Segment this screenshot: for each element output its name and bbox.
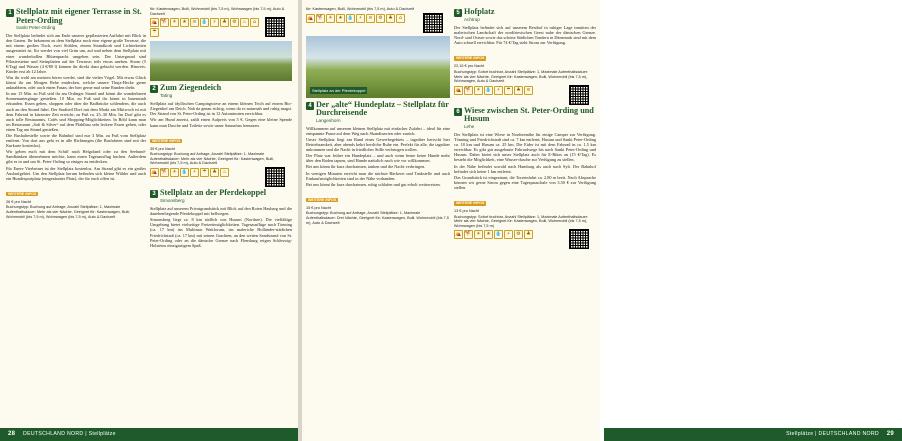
entry-1-text: In nur 15 Min. zu Fuß seid ihr am Ordinger Strand und könnt die wunderbaren Sonnenuntergänge genießen. 10 Min. zu Fuß und ihr könnt in Innenstadt erkunden. Essen gehen, shoppen oder über die Badbrücke schlendern, die auch auch an den Strand führt. Der Stadtteil Dorf mit dem Markt am Mittwoch ist mit dem Fahrrad in kürzester Zeit erreicht; zu Fuß ca. 25–30 Min. Im Dorf gibt es auch tolle Restaurants, Cafés und Shopping-Möglichkeiten. In Böhl kann man im Restaurant „Salt & Silver“ auf dem Pfahlbau sehr leckere Essen gehen, oder einen Tag am Strand genießen.: [6, 91, 146, 132]
entry-6-title: Wiese zwischen St. Peter-Ording und Husum: [464, 105, 594, 124]
entry-4-more-info-badge[interactable]: WEITERE INFOS: [308, 197, 337, 202]
dog-icon: 🐕: [161, 169, 168, 176]
entry-3-heading: [150, 189, 292, 198]
power-icon: ⚡: [494, 86, 503, 95]
entry-5-title: Hofplatz: [464, 7, 495, 16]
entry-3-amenity-icons: [306, 14, 420, 23]
entry-2-booking-facts: Buchungstyp: Buchung auf Anfrage, Anzahl Stellplätze: 1, Maximale Aufenthaltsdauer: Mehr als vier Nächte, Geeignet für: Kastenwagen, Bulli, Wohnmobil (bis 7,5 m), Auto & Dachzelt: [150, 152, 275, 166]
entry-4-text: Willkommen auf unserem kleinen Stellplatz mit einfacher Zufahrt – ideal für eine entspannte Pause auf dem Weg nach Skandinavien oder zurück.: [306, 125, 450, 136]
tree-icon: ♣: [514, 86, 523, 95]
entry-1-text: Der Stellplatz befindet sich am Ende unserer gepflasterten Auffahrt mit Blick in den Garten. Ihr bekommt zu dem Stellplatz noch eine eigene große Terrasse, die mit einem großen Tisch, zwei Stühlen, einem Strandkorb und Lichterketten ausgestattet ist. Ihr werdet von viel Grün um, auf und neben dem Stellplatz mit einer wunderbollen Blütenpracht umgeben sein. Der Untergrund sind Pflastersteine und Steinplatten auf der Terrasse; teils etwas uneben. Strom (5 €/Tag) und Wasser (4 €/80 l) können ihr direkt dazu gebucht werden. Hinweis: Kinder erst ab 12 Jahre.: [6, 33, 146, 74]
entry-1-booking-facts: Buchungstyp: Buchung auf Anfrage, Anzahl Stellplätze: 1, Maximale Aufenthaltsdauer: Mehr als vier Nächte, Geeignet für: Kastenwagen, Bulli, Wohnmobil (bis 7,5 m), Wohnwagen (bis 7,5 m), Auto & Dachzelt: [6, 205, 131, 219]
entry-5-subtitle: Achtrup: [464, 17, 480, 22]
water-icon: 💧: [347, 14, 354, 21]
entry-2-price: 35 € pro Nacht: [150, 146, 175, 151]
entry-1-text: Wir geben euch mit dem Schiff nach Helgoland oder zu den Seehund-Sandbänken übernehmen möchte, kann einen Tagesausflug buchen. Außerdem gibt es in und um St. Peter-Ording so einiges zu entdecken.: [6, 149, 146, 165]
entry-5-booking-facts: Buchungstyp: Sofort buchbar, Anzahl Stellplätze: 1, Maximale Aufenthaltsdauer: Mehr als vier Nächte, Geeignet für: Kastenwagen, Bulli, Wohnmobil (bis 7,5 m), Wohnwagen, Auto & Dachzelt: [454, 69, 589, 84]
sun-icon: ☀: [326, 14, 335, 23]
entry-2-photo: [150, 41, 292, 81]
entry-4-price: 15 € pro Nacht: [306, 205, 331, 210]
qr-code[interactable]: [265, 167, 285, 187]
power-icon: ⚡: [210, 18, 219, 27]
entry-4-text: In wenigen Minuten erreicht man die nächste Bäckerei und Tankstelle und auch Einkaufsmöglichkeiten sind in der Nähe vorhanden.: [306, 170, 450, 181]
shower-icon: ☂: [150, 28, 159, 37]
entry-3-text: Stellplatz auf unserem Privatgrundstück mit Blick auf den Roten Haubarg und die danebenliegende Pferdekoppel mit bellwegen.: [150, 206, 292, 217]
qr-code[interactable]: [569, 85, 589, 105]
water-icon: 💧: [485, 86, 492, 93]
page-number: 29: [886, 431, 894, 437]
shower-icon: ☂: [504, 86, 513, 95]
sun-icon: ☀: [170, 168, 179, 177]
tree-icon: ♣: [210, 168, 219, 177]
qr-code[interactable]: [265, 17, 285, 37]
sun-icon: ☀: [170, 18, 179, 27]
entry-4-text: Der Platz war früher ein Hundeplatz – und auch wenn heute keine Hunde mehr über den Boden tapsen, sind Hunde natürlich nach wie vor willkommen.: [306, 153, 450, 164]
left-column-1: [6, 6, 146, 425]
entry-2-text: Wir am Hund anreist, zahlt einen Aufpreis von 5 €. Gegen eine kleine Spende kann man Dusche und Toilette sowie unser Saunafass benutzen.: [150, 117, 292, 128]
dog-icon: 🐕: [465, 86, 472, 93]
entry-5-number: 5: [454, 9, 462, 17]
entry-3-photo: [306, 36, 450, 98]
entry-6-number: 6: [454, 108, 462, 116]
running-footer: Stellplätze | DEUTSCHLAND NORD: [786, 431, 879, 437]
entry-2-icons-block: [150, 167, 292, 187]
power-icon: ⚡: [504, 230, 513, 239]
fire-icon: ♨: [240, 18, 249, 27]
wifi-icon: ≋: [366, 14, 375, 23]
right-footer: [604, 428, 902, 441]
fire-icon: ♨: [220, 168, 229, 177]
tent-icon: ⛺: [307, 14, 314, 21]
sun-icon: ☀: [474, 86, 483, 95]
entry-5-more-info-badge[interactable]: WEITERE INFOS: [456, 56, 485, 61]
qr-code[interactable]: [569, 229, 589, 249]
entry-1-price: 26 € pro Nacht: [6, 199, 31, 204]
wifi-icon: ≋: [524, 86, 533, 95]
page-number: 28: [8, 431, 16, 437]
qr-code[interactable]: [423, 13, 443, 33]
left-column-2: [150, 6, 292, 425]
bike-icon: ⚙: [514, 230, 523, 239]
entry-1-number: 1: [6, 9, 14, 17]
entry-2-subtitle: Tating: [160, 93, 173, 99]
star-icon: ★: [484, 230, 493, 239]
entry-5-amenity-icons: [454, 86, 566, 95]
entry-4-text: Bei uns könnt ihr kurz durchatmen, tanken und die Nacht verbringen.: [306, 164, 426, 170]
shower-icon: ☂: [200, 168, 209, 177]
entry-6-text: Das Grundstück ist eingezäunt, die Torreinfahrt ca. 2,80 m breit. Nach Absprache können wir gerne Strom gegen eine Tagespauschale von 3,50 € zur Verfügung stellen.: [454, 174, 596, 190]
toilet-icon: ⌂: [250, 18, 259, 27]
entry-4-subtitle: Langenhorn: [316, 117, 341, 123]
entry-4-text: Unser Stellplatz liegt am Rand eines Gewerbegebiets – tagsüber herrscht hier Betriebsamkeit, aber abends kehrt herrliche Ruhe ein. Perfekt für alle, die tagsüber unkommen und die Nacht in friedlicher Stille verbringen wollen.: [306, 136, 450, 153]
dog-icon: 🐕: [465, 231, 472, 238]
star-icon: ★: [336, 14, 345, 23]
entry-6-amenity-icons: [454, 230, 566, 239]
entry-1-text: Was ihr wohl am meisten hören werdet, sind die vielen Vögel. Mit etwas Glück könnt ihr am Morgen Rehe entdecken, welche unsere Thuja-Hecke gerne anknabbern, oder auch einen Fasan, der hier gerne mal seine Runden dreht.: [6, 74, 146, 91]
tree-icon: ♣: [386, 14, 395, 23]
photo-caption: Stellplatz an der Pferdekoppel: [312, 87, 366, 93]
entry-6-booking-facts: Buchungstyp: Sofort buchbar, Anzahl Stellplätze: 1, Maximale Aufenthaltsdauer: Mehr als vier Nächte, Geeignet für: Kastenwagen, Bulli, Wohnmobil (bis 7,5 m), Wohnwagen (bis 7,5 m): [454, 214, 589, 228]
entry-3-text: Simonsberg liegt ca. 8 km südlich von Husum (Nordsee). Die vielfältige Umgebung bietet vielseitige Freizeitmöglichkeiten. Tagesausflüge nach Tönning (ca. 17 km) ins Multimar Wattforum, ins maleriche Holländer-städtchen Friedrichstadt (ca. 17 km) mit seinen Grachten, an den weiten Sandstrand von St. Peter-Ording oder an die dänische Grenze nach Flensburg reigen Schleswig-Holsteins einzigartigem Spaß.: [150, 217, 292, 248]
right-column-2: [454, 6, 596, 425]
entry-4-booking-facts: Buchungstyp: Buchung auf Anfrage, Anzahl Stellplätze: 1, Maximale Aufenthaltsdauer: Drei Nächte, Geeignet für: Kastenwagen, Bulli, Wohnmobil (bis 7,5 m), Auto & Dachzelt: [306, 211, 449, 225]
entry-1-amenity-icons: [150, 18, 262, 37]
entry-4-number: 4: [306, 102, 314, 110]
entry-6-text: Der Stellplatz ist eine Wiese in Nordseenähe für einige Camper zur Verfügung. Tönning und Friedrichstadt sind ca. 7 km entfernt, Husum und Sankt Peter-Ording ca. 18 km und Husum ca. 25 km. Die Eider ist mit dem Fahrrad in ca. 1,5 km erreichbar. Es gibt gut ausgebaute Fahrradwege bis nach Sankt Peter-Ording und Husum. Daher bietet sich unser Stellplatz auch für E-Bikes an (15 €/Tag). Es besteht die Möglichkeit, eine Wasser-dusche zur Verfügung zu stellen.: [454, 131, 596, 163]
entry-2-heading: [150, 84, 292, 93]
entry-5-icons-block: [454, 85, 596, 105]
entry-1-title: Stellplatz mit eigener Terrasse in St. Peter-Ording: [16, 7, 142, 25]
running-footer: DEUTSCHLAND NORD | Stellplätze: [23, 431, 116, 437]
tent-icon: ⛺: [455, 231, 462, 238]
entry-1-text: Für Euere Vierbeiner ist der Stellplatz kostenlos. Am Strand gibt es ein großes Auslaufgebiet. Um den Stellplatz herum befinden sich kleine Wälder und auch ein Hundesportplatz (eingezäunter Platz), der für euch offen ist.: [6, 165, 146, 181]
entry-3-icons-block: [306, 13, 450, 33]
left-page: [0, 0, 298, 441]
entry-5-text: Der Stellplatz befindet sich auf unserem Resthof in ruhiger Lage inmitten der malerischen Landschaft der nordfriesischen Geest nahe der dänischen Grenze. Nord- und Ostsee sowie das schöne Städtchen Tondern in Dänemark sind mit dem Auto schnell erreichbar. Für 74 €/Tag steht Strom zur Verfügung.: [454, 25, 596, 46]
entry-2-text: Stellplatz auf idyllischen Campingwiese an einem kleinen Teich auf einem Bio-Ziegenhof am Deich. Nah da genau richtig, wenn du es naturnah und ruhig magst. Der Strand von St. Peter-Ording ist in 12 Autominuten erreichbar.: [150, 101, 292, 117]
entry-3-title: Stellplatz an der Pferdekoppel: [160, 188, 267, 198]
tree-icon: ♣: [220, 18, 229, 27]
entry-6-icons-block: [454, 229, 596, 249]
entry-3-suitable-for: für: Kastenwagen, Bulli, Wohnmobil (bis 7,5 m), Auto & Dachzelt: [306, 7, 414, 11]
tent-icon: ⛺: [151, 19, 158, 26]
entry-3-subtitle: Simonsberg: [160, 198, 185, 204]
bike-icon: ⚙: [230, 18, 239, 27]
left-footer: [0, 428, 298, 441]
sun-icon: ☀: [474, 230, 483, 239]
water-icon: 💧: [495, 231, 502, 238]
water-icon: 💧: [181, 169, 188, 176]
entry-2-title: Zum Ziegendeich: [160, 83, 222, 93]
entry-2-amenity-icons: [150, 168, 262, 177]
entry-1-suitable-for: für: Kastenwagen, Bulli, Wohnmobil (bis 7,5 m), Wohnwagen (bis 7,5 m), Auto & Dachzelt: [150, 7, 285, 16]
tree-icon: ♣: [524, 230, 533, 239]
entry-6-price: 13 € pro Nacht: [454, 208, 479, 213]
toilet-icon: ⌂: [396, 14, 405, 23]
right-column-1: [306, 6, 450, 425]
power-icon: ⚡: [356, 14, 365, 23]
entry-1-text: Die Bushaltestelle sowie die Bahnhof sind nur 3 Min. zu Fuß vom Stellplatz entfernt. Von dort aus geht es in alle Richtungen (die Busfahrten sind mit der Kurkarte kostenlos).: [6, 132, 146, 149]
entry-6-more-info-badge[interactable]: WEITERE INFOS: [456, 200, 485, 205]
entry-3-number: 3: [150, 190, 158, 198]
wifi-icon: ≋: [190, 18, 199, 27]
entry-6-text: In der Nähe befindet sowohl nach Hamburg als auch nach Sylt. Der Bahnhof befindet sich keine 1 km entfernt.: [454, 163, 596, 174]
tent-icon: ⛺: [151, 169, 158, 176]
entry-5-price: 22,15 € pro Nacht: [454, 64, 485, 69]
water-icon: 💧: [201, 19, 208, 26]
dog-icon: 🐕: [161, 19, 168, 26]
entry-2-number: 2: [150, 85, 158, 93]
tent-icon: ⛺: [455, 86, 462, 93]
entry-6-subtitle: Lehe: [464, 123, 475, 129]
right-page: [302, 0, 894, 441]
entry-4-text: Bei uns könnt ihr kurz durchatmen, ruhig schlafen und gut erholt weiterreisen.: [306, 181, 441, 187]
entry-1-more-info-badge[interactable]: WEITERE INFOS: [8, 191, 37, 196]
entry-1-heading: [6, 8, 146, 25]
entry-4-title: Der „alte“ Hundeplatz – Stellplatz für Durchreisende: [316, 99, 449, 118]
entry-6-heading: [454, 107, 596, 124]
power-icon: ⚡: [190, 168, 199, 177]
entry-1-subtitle: Sankt Peter-Ording: [16, 25, 56, 31]
entry-1-icons-block: [150, 17, 292, 38]
star-icon: ★: [180, 18, 189, 27]
entry-4-heading: [306, 101, 450, 118]
entry-2-more-info-badge[interactable]: WEITERE INFOS: [152, 138, 181, 143]
entry-5-heading: [454, 8, 596, 17]
bike-icon: ⚙: [376, 14, 385, 23]
dog-icon: 🐕: [317, 14, 324, 21]
